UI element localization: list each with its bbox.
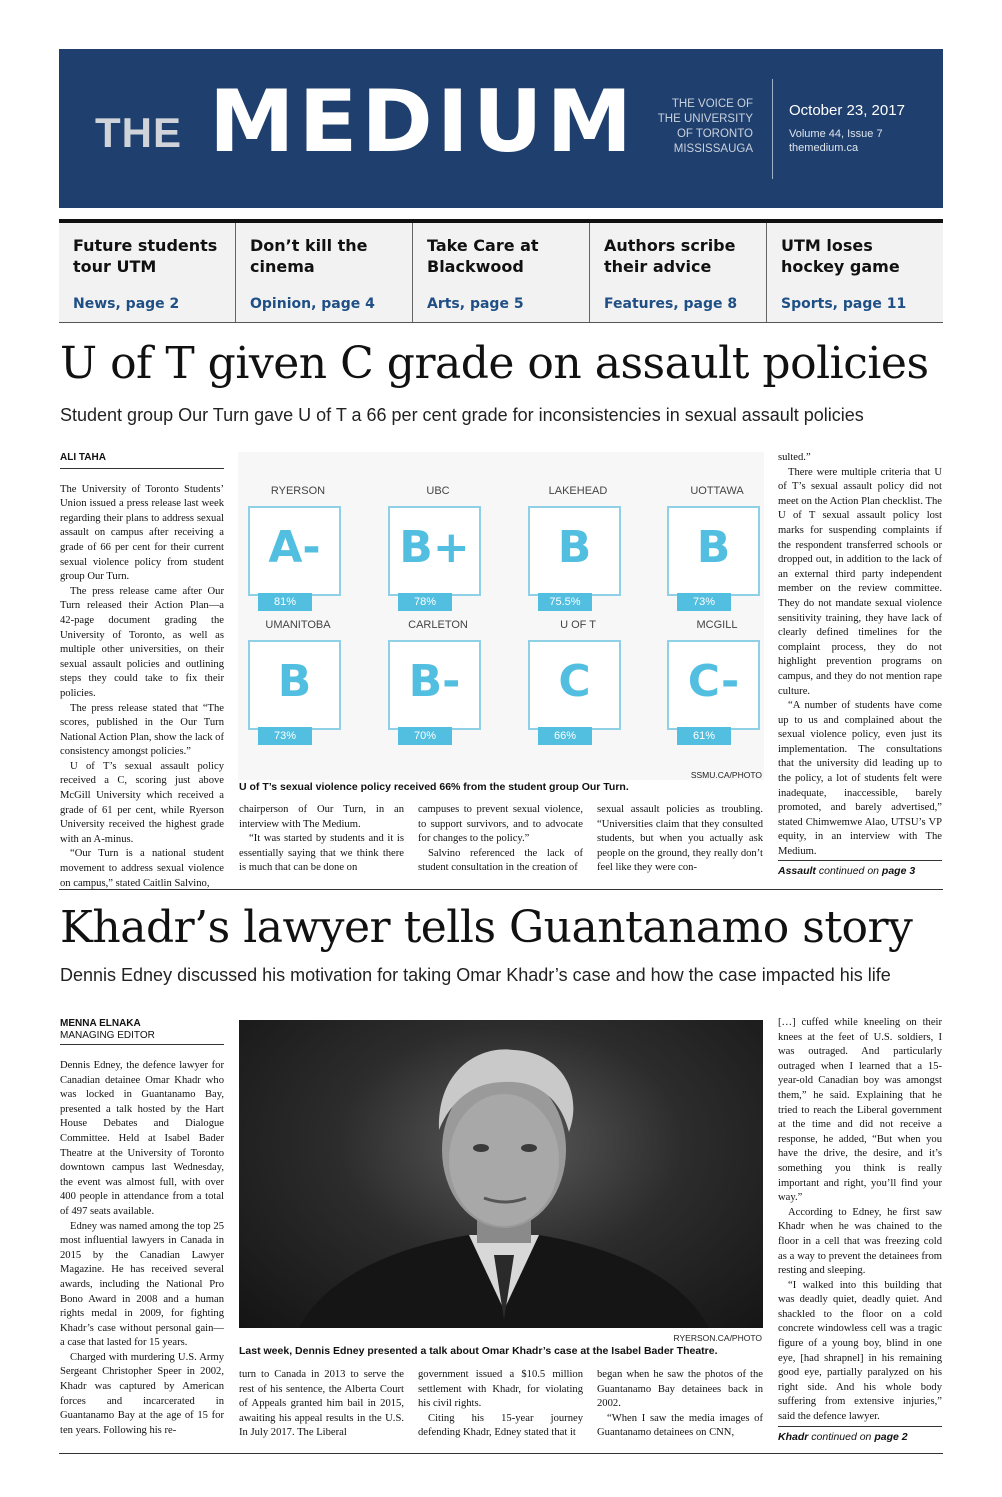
masthead-tagline [657,97,753,157]
masthead-name: MEDIUM [209,72,637,172]
grade-school: RYERSON [270,485,326,497]
grade-card [378,485,498,615]
continued-word: Khadr [778,1431,809,1443]
continued-text: continued on [818,865,879,877]
paragraph: “It was started by students and it is essentially saying that we think there is much that can be done on [239,833,404,874]
story1-column-5 [778,451,942,860]
grade-school: MCGILL [696,619,738,631]
paragraph: U of T’s sexual assault policy received a C, scoring just above McGill University which received a grade of 61 per cent, while Ryerson University received the highest grade with an A-minus. [60,760,224,845]
grade-letter: B- [408,656,461,707]
story2-headline: Khadr’s lawyer tells Guantanamo story [60,902,913,953]
grade-school: UOTTAWA [690,485,744,497]
grade-letter: B [557,522,592,573]
grade-box [667,506,760,596]
grade-box [248,506,341,596]
paragraph: The press release stated that “The scores, published in the Our Turn National Action Plan, show the lack of consistency amongst policies.” [60,702,224,758]
byline-title: MANAGING EDITOR [60,1030,155,1041]
paragraph: Edney was named among the top 25 most influential lawyers in Canada in 2015 by the Canadian Lawyer Magazine. He has received several awards, including the National Pro Bono Award in 2008 and a human rights medal in 2009, for fighting Khadr’s case without personal gain—a case that lasted for 15 years. [60,1220,224,1349]
story2-continued-link[interactable] [778,1426,942,1443]
issue-date: October 23, 2017 [789,102,905,119]
masthead-divider [772,79,773,179]
teaser-section: Sports, page 11 [781,296,907,312]
story2-column-5 [778,1016,942,1425]
paragraph: “A number of students have come up to us and complained about the sexual violence policy, even just its implementation. The consultations that the university did leading up to the policy, a lot of students felt were inadequate, inaccessible, barely promoted, and barely advertised,” stated Chimwemwe Alao, UTSU’s VP equity, in an interview with The Medium. [778,700,942,858]
page-bottom-rule [59,1453,943,1454]
grade-school: CARLETON [408,619,468,631]
teaser-section: Opinion, page 4 [250,296,375,312]
teaser-sports[interactable] [767,223,943,322]
teaser-headline: Authors scribe their advice [604,236,736,276]
grade-card [657,619,777,749]
byline-name: MENNA ELNAKA [60,1018,141,1029]
grade-percent: 73% [258,727,312,745]
tagline-line: THE UNIVERSITY [657,113,753,125]
grade-card [378,619,498,749]
story2-byline [60,1018,224,1045]
grade-percent: 66% [538,727,592,745]
story1-deck: Student group Our Turn gave U of T a 66 per cent grade for inconsistencies in sexual assault policies [60,405,864,425]
grade-school: U OF T [560,619,596,631]
graphic-caption: U of T’s sexual violence policy received 66% from the student group Our Turn. [239,781,629,793]
story2-column-1 [60,1018,224,1438]
story2-column-4 [597,1368,763,1441]
grade-percent: 81% [258,593,312,611]
graphic-credit: SSMU.CA/PHOTO [690,770,762,780]
grade-box [388,640,481,730]
paragraph: “When I saw the media images of Guantanamo detainees on CNN, [597,1412,763,1439]
issue-volume: Volume 44, Issue 7 [789,128,883,140]
tagline-line: MISSISSAUGA [673,143,753,155]
tagline-line: THE VOICE OF [671,98,753,110]
grade-card [238,485,358,615]
website-link[interactable]: themedium.ca [789,142,859,154]
paragraph: The press release came after Our Turn released their Action Plan—a 42-page document grading the University of Toronto, as well as multiple other universities, on their sexual assault policies and outlining steps they could take to fix their policies. [60,585,224,699]
grade-percent: 75.5% [538,593,592,611]
grade-letter: C [558,656,591,707]
paragraph: government issued a $10.5 million settlement with Khadr, for violating his civil rights. [418,1369,583,1410]
grade-box [388,506,481,596]
portrait-illustration [239,1020,763,1328]
story2-deck: Dennis Edney discussed his motivation for taking Omar Khadr’s case and how the case impacted his life [60,965,891,985]
paragraph: There were multiple criteria that U of T’s sexual assault policy did not meet on the Action Plan checklist. The U of T sexual assault policy lost marks for suspending complaints if the respondent transferred schools or dropped out, in addition to the lack of an external third party independent member on the review committee. They do not mandate sexual violence sensitivity training, they have lack of clearly defined timelines for the complaint process, they do not highlight prevention programs on campus, and they do not mention rape culture. [778,466,942,697]
grade-letter: C- [687,656,740,707]
masthead-the: THE [95,109,182,156]
paragraph: According to Edney, he first saw Khadr when he was chained to the floor in a cell that was freezing cold as a way to prevent the detainees from resting and sleeping. [778,1206,942,1277]
grade-card [238,619,358,749]
paragraph: “Our Turn is a national student movement to address sexual violence on campus,” stated Caitlin Salvino, [60,848,224,889]
paragraph: […] cuffed while kneeling on their knees at the feet of U.S. soldiers, I was outraged. And particularly outraged when I learned that a 15-year-old Canadian boy was amongst them,” he said. Explaining that he tried to reach the Liberal government at the time and did not receive a response, he added, “But when you have the drive, the desire, and it’s something you think is really important and right, you’ll find your way.” [778,1017,942,1204]
grade-box [528,506,621,596]
paragraph: “I walked into this building that was deadly quiet, deadly quiet. And shackled to the floor on a cold concrete windowless cell was a tragic figure of a young boy, blind in one eye, [had shrapnel] in his remaining good eye, partially paralyzed on his right side. And his whole body suffering from extensive injuries,” said the defence lawyer. [778,1279,942,1423]
continued-text: continued on [811,1431,872,1443]
grade-card [518,485,638,615]
grade-percent: 78% [398,593,452,611]
section-divider [59,889,943,890]
paragraph: Charged with murdering U.S. Army Sergeant Christopher Speer in 2002, Khadr was captured by American forces and incarcerated in Guantanamo Bay at the age of 15 for ten years. Following his re- [60,1351,224,1436]
grade-letter: B [277,656,312,707]
story2-column-3 [418,1368,583,1441]
paragraph: Citing his 15-year journey defending Khadr, Edney stated that it [418,1412,583,1439]
paragraph: Dennis Edney, the defence lawyer for Canadian detainee Omar Khadr who was locked in Guantanamo Bay, presented a talk hosted by the Hart House Debates and Dialogue Committee. Held at Isabel Bader Theatre at the University of Toronto downtown campus last Wednesday, the event was almost full, with over 400 people in attendance from a total of 497 seats available. [60,1060,224,1217]
paragraph: chairperson of Our Turn, in an interview with The Medium. [239,804,404,830]
continued-page: page 3 [881,865,916,877]
teaser-section: News, page 2 [73,296,180,312]
story1-headline: U of T given C grade on assault policies [60,338,929,389]
teaser-section: Arts, page 5 [427,296,524,312]
grade-card [518,619,638,749]
story1-column-4 [597,803,763,876]
story1-continued-link[interactable] [778,860,942,877]
paragraph: The University of Toronto Students’ Union issued a press release last week regarding their plans to address sexual assault on campus after receiving a grade of 66 per cent for their current sexual violence policy from student group Our Turn. [60,483,224,583]
teaser-news[interactable] [59,223,236,322]
teaser-arts[interactable] [413,223,590,322]
story1-column-2 [239,803,404,876]
grade-percent: 70% [398,727,452,745]
grade-letter: A- [268,522,321,573]
teaser-headline: Don’t kill the cinema [250,236,368,276]
teaser-bar [59,219,943,323]
grade-school: UBC [426,485,450,497]
teaser-headline: UTM loses hockey game [781,236,900,276]
grade-school: LAKEHEAD [548,485,608,497]
story2-column-2 [239,1368,404,1441]
paragraph: sulted.” [778,452,811,463]
paragraph: began when he saw the photos of the Guantanamo Bay detainees back in 2002. [597,1369,763,1410]
grade-box [248,640,341,730]
grade-box [528,640,621,730]
grade-card [657,485,777,615]
edney-photo [239,1020,763,1328]
issue-info [789,127,883,155]
continued-page: page 2 [874,1431,908,1443]
grade-percent: 73% [677,593,731,611]
story1-column-1 [60,451,224,891]
grade-school: UMANITOBA [265,619,331,631]
continued-word: Assault [778,865,816,877]
grade-percent: 61% [677,727,731,745]
story1-byline: ALI TAHA [60,451,224,469]
grade-graphic [238,452,764,780]
teaser-features[interactable] [590,223,767,322]
tagline-line: OF TORONTO [676,128,753,140]
paragraph: turn to Canada in 2013 to serve the rest of his sentence, the Alberta Court of Appeals granted him bail in 2015, awaiting his appeal results in the U.S. In July 2017. The Liberal [239,1369,404,1439]
grade-box [667,640,760,730]
teaser-section: Features, page 8 [604,296,738,312]
grade-letter: B [696,522,731,573]
photo-credit: RYERSON.CA/PHOTO [673,1333,762,1343]
masthead [59,49,943,208]
paragraph: campuses to prevent sexual violence, to support survivors, and to advocate for changes to the policy.” [418,804,583,845]
story1-column-3 [418,803,583,876]
teaser-headline: Take Care at Blackwood [427,236,539,276]
paragraph: sexual assault policies as troubling. “Universities claim that they consulted students, but when you actually ask people on the ground, they really don’t feel like they were con- [597,804,763,874]
grade-letter: B+ [399,522,470,573]
photo-caption: Last week, Dennis Edney presented a talk about Omar Khadr’s case at the Isabel Bader Theatre. [239,1345,718,1357]
teaser-headline: Future students tour UTM [73,236,218,276]
teaser-opinion[interactable] [236,223,413,322]
paragraph: Salvino referenced the lack of student consultation in the creation of [418,847,583,874]
